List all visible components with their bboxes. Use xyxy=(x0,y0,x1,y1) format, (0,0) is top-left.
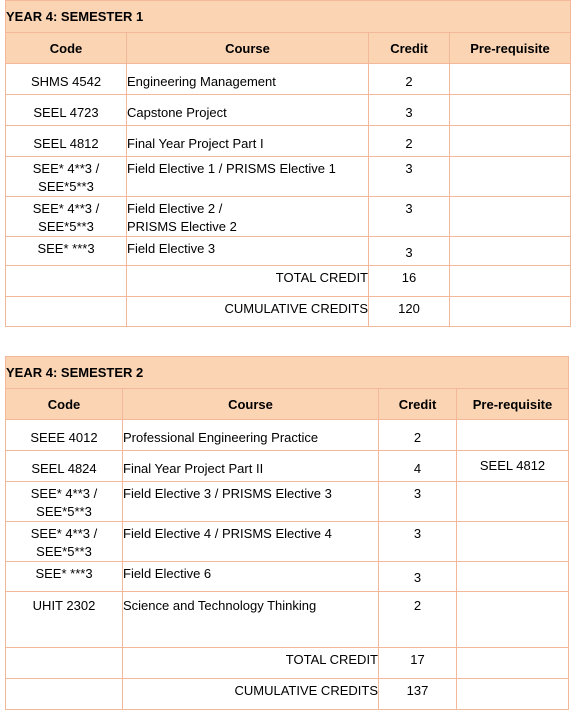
course-credit: 3 xyxy=(405,201,413,216)
total-credit-row xyxy=(6,266,571,297)
cumulative-credits-row xyxy=(6,297,571,327)
course-name: Engineering Management xyxy=(127,74,276,89)
course-code-line-2: SEE*5**3 xyxy=(36,544,92,559)
table-row xyxy=(6,157,571,197)
credit-column-header: Credit xyxy=(369,33,450,64)
course-name: Field Elective 6 xyxy=(123,566,212,581)
course-prereq xyxy=(450,126,570,135)
course-name: Field Elective 3 / PRISMS Elective 3 xyxy=(123,486,332,501)
course-prereq xyxy=(457,482,568,485)
total-credit-row xyxy=(6,648,569,679)
total-credit-label: TOTAL CREDIT xyxy=(275,270,368,285)
course-code-line-2: SEE*5**3 xyxy=(38,219,94,234)
course-code: SHMS 4542 xyxy=(30,74,102,89)
course-name: Science and Technology Thinking xyxy=(123,598,317,613)
total-credit-value: 16 xyxy=(401,270,417,285)
course-credit: 4 xyxy=(413,461,422,476)
course-name-line-1: Field Elective 2 / xyxy=(127,201,223,216)
course-column-header: Course xyxy=(123,389,379,420)
course-code: SEE* ***3 xyxy=(37,241,95,256)
course-name-line-2: PRISMS Elective 2 xyxy=(127,219,237,234)
total-credit-label: TOTAL CREDIT xyxy=(285,652,378,667)
course-code-line-2: SEE*5**3 xyxy=(38,179,94,194)
course-code: SEE* ***3 xyxy=(35,566,93,581)
course-name: Field Elective 1 / PRISMS Elective 1 xyxy=(127,161,336,176)
prereq-column-header: Pre-requisite xyxy=(457,389,569,420)
course-prereq xyxy=(457,562,568,565)
course-credit: 3 xyxy=(413,526,422,541)
prereq-column-header: Pre-requisite xyxy=(450,33,571,64)
table-row xyxy=(6,420,569,451)
table-row xyxy=(6,197,571,237)
course-prereq xyxy=(450,95,570,104)
course-credit: 3 xyxy=(405,105,413,120)
table-row xyxy=(6,64,571,95)
course-credit: 3 xyxy=(413,486,422,501)
table-row xyxy=(6,451,569,482)
cumulative-credits-value: 120 xyxy=(398,301,420,316)
semester-1-table xyxy=(5,0,571,327)
course-name: Field Elective 4 / PRISMS Elective 4 xyxy=(123,526,332,541)
semester-1-title-row xyxy=(6,1,571,33)
course-code-line-1: SEE* 4**3 / xyxy=(30,526,98,541)
semester-2-title-row xyxy=(6,357,569,389)
table-row xyxy=(6,482,569,522)
course-name: Capstone Project xyxy=(127,105,227,120)
semester-2-header-row xyxy=(6,389,569,420)
course-code: SEEL 4824 xyxy=(31,461,97,476)
course-column-header: Course xyxy=(127,33,369,64)
course-prereq xyxy=(450,237,570,240)
course-code-line-1: SEE* 4**3 / xyxy=(30,486,98,501)
course-code: UHIT 2302 xyxy=(32,598,96,613)
code-column-header: Code xyxy=(6,389,123,420)
course-name: Final Year Project Part II xyxy=(123,461,264,476)
code-column-header: Code xyxy=(6,33,127,64)
table-row xyxy=(6,522,569,562)
course-code: SEEE 4012 xyxy=(30,430,98,445)
semester-1-header-row xyxy=(6,33,571,64)
course-credit: 3 xyxy=(405,245,413,260)
cumulative-credits-row xyxy=(6,679,569,710)
table-row xyxy=(6,95,571,126)
course-code-line-1: SEE* 4**3 / xyxy=(32,161,100,176)
course-credit: 2 xyxy=(405,74,413,89)
course-credit: 2 xyxy=(413,430,422,445)
table-row xyxy=(6,592,569,648)
semester-2-table xyxy=(5,356,569,710)
cumulative-credits-value: 137 xyxy=(406,683,429,698)
course-name: Professional Engineering Practice xyxy=(123,430,319,445)
credit-column-header: Credit xyxy=(379,389,457,420)
course-prereq xyxy=(457,420,568,429)
cumulative-credits-label: CUMULATIVE CREDITS xyxy=(224,301,368,316)
semester-1-title: YEAR 4: SEMESTER 1 xyxy=(6,1,571,33)
course-prereq xyxy=(457,522,568,525)
table-row xyxy=(6,126,571,157)
course-prereq xyxy=(450,157,570,160)
course-credit: 3 xyxy=(405,161,413,176)
course-code: SEEL 4812 xyxy=(33,136,99,151)
course-credit: 2 xyxy=(413,598,422,613)
course-code-line-1: SEE* 4**3 / xyxy=(32,201,100,216)
course-prereq xyxy=(457,592,568,595)
course-prereq xyxy=(450,64,570,73)
table-row xyxy=(6,237,571,266)
course-credit: 3 xyxy=(413,570,422,585)
total-credit-value: 17 xyxy=(410,652,425,667)
course-prereq xyxy=(450,197,570,200)
course-name: Field Elective 3 xyxy=(127,241,216,256)
course-code-line-2: SEE*5**3 xyxy=(36,504,92,519)
cumulative-credits-label: CUMULATIVE CREDITS xyxy=(234,683,378,698)
table-row xyxy=(6,562,569,592)
course-code: SEEL 4723 xyxy=(33,105,99,120)
course-credit: 2 xyxy=(405,136,413,151)
course-prereq: SEEL 4812 xyxy=(479,458,546,473)
course-name: Final Year Project Part I xyxy=(127,136,264,151)
semester-2-title: YEAR 4: SEMESTER 2 xyxy=(6,357,569,389)
